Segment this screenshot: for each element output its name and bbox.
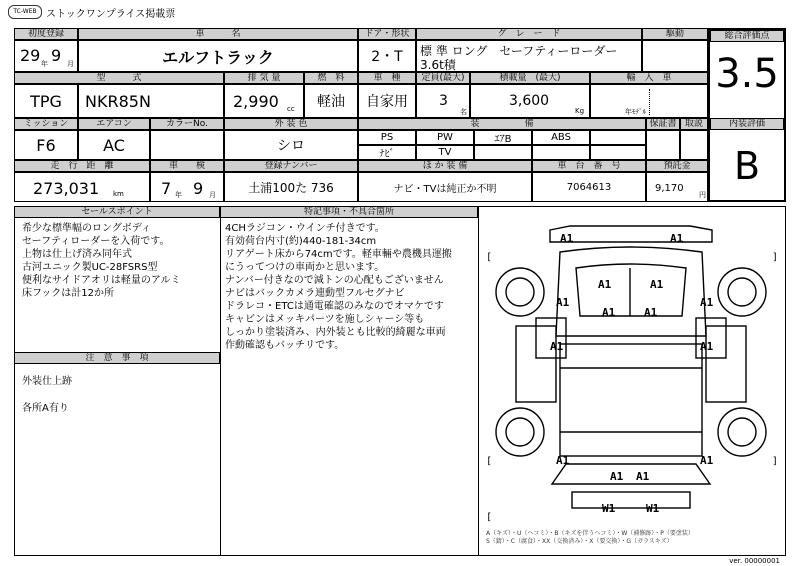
equip-blank-4 <box>590 145 646 160</box>
first-reg-year: 29 <box>20 46 41 65</box>
damage-mark: W1 <box>602 502 616 515</box>
special-note: 作動確認もバッチリです。 <box>225 340 345 351</box>
exterior-color-value: シロ <box>224 130 358 160</box>
front-bumper-outline <box>550 226 712 242</box>
cab-window-outline <box>576 264 686 316</box>
caution-item: 外装仕上跡 <box>22 376 72 387</box>
deposit-header: 預託金 <box>646 160 708 172</box>
logo: TC-WEB <box>8 5 42 19</box>
model-cell <box>78 84 224 118</box>
damage-mark: A1 <box>602 306 616 319</box>
other-equip-value: ナビ・TVは純正か不明 <box>358 172 532 202</box>
capacity-cell <box>416 84 470 118</box>
legend-line: S（錆）・C（腐食）・XX（交換済み）・X（要交換）・G（ガラスキズ） <box>486 538 673 545</box>
equip-blank-3 <box>532 145 590 160</box>
eval-interior-value: B <box>733 144 761 188</box>
front-right-wheel <box>718 268 766 316</box>
inspection-header: 車 検 <box>150 160 224 172</box>
equip-navi: ﾅﾋﾞ <box>358 145 416 160</box>
damage-mark: A1 <box>556 296 570 309</box>
model-value: NKR85N <box>85 92 151 111</box>
damage-mark: A1 <box>700 454 714 467</box>
deck-outline <box>560 344 702 456</box>
caution-item: 各所A有り <box>22 403 69 414</box>
color-no-header: カラーNo. <box>150 118 224 130</box>
eval-interior-header: 内装評価 <box>710 118 784 130</box>
load-header: 積載量 (最大) <box>470 72 590 84</box>
diagram-divider <box>478 206 479 556</box>
car-diagram <box>480 208 784 526</box>
inspection-cell <box>150 172 224 202</box>
diagram-bracket: [ <box>486 456 493 467</box>
car-type-value: 自家用 <box>358 84 416 118</box>
aircon-value: AC <box>78 130 150 160</box>
warranty-header: 保証書 <box>646 118 680 130</box>
special-note: にうってつけの車両かと思います。 <box>225 262 385 273</box>
mission-header: ミッション <box>14 118 78 130</box>
equip-pw: PW <box>416 130 474 145</box>
equipment-header: 装 備 <box>358 118 646 130</box>
damage-mark: A1 <box>610 470 624 483</box>
equip-blank-2 <box>474 145 532 160</box>
load-unit: Kg <box>575 107 585 115</box>
deposit-value: 9,170 <box>655 183 684 194</box>
import-header: 輸 入 車 <box>590 72 708 84</box>
displacement-value: 2,990 <box>233 92 279 111</box>
grade-line2: 3.6t積 <box>420 58 456 72</box>
aircon-header: エアコン <box>78 118 150 130</box>
inspection-year: 7 <box>161 179 172 198</box>
import-year-label: 年ﾓﾃﾞﾙ <box>625 108 646 116</box>
plate-header: 登録ナンバー <box>224 160 358 172</box>
sales-point: 希少な標準幅のロングボディ <box>22 223 151 234</box>
displacement-header: 排 気 量 <box>224 72 304 84</box>
inspection-month-unit: 月 <box>209 191 216 199</box>
sales-points-list <box>22 222 181 300</box>
damage-mark: A1 <box>700 296 714 309</box>
damage-mark: A1 <box>670 232 684 245</box>
equip-abs: ABS <box>532 130 590 145</box>
plate-value: 土浦100た 736 <box>224 172 358 202</box>
damage-mark: A1 <box>556 454 570 467</box>
mileage-header: 走 行 距 離 <box>14 160 150 172</box>
damage-mark: A1 <box>636 470 650 483</box>
special-note: キャビンはメッキパーツを施しシャーシ等も <box>225 314 425 325</box>
equip-blank-1 <box>590 130 646 145</box>
model-prefix-value: TPG <box>14 84 78 118</box>
damage-mark: A1 <box>560 232 574 245</box>
fuel-value: 軽油 <box>304 84 358 118</box>
rear-left-wheel <box>496 408 544 456</box>
diagram-bracket: ] <box>772 456 779 467</box>
model-header: 型 式 <box>14 72 224 84</box>
damage-mark: W1 <box>646 502 660 515</box>
car-name-header: 車 名 <box>78 28 358 40</box>
special-note: リアゲート床から74cmです。軽車輛や農機具運搬 <box>225 249 452 260</box>
special-note: 4CHラジコン・ウインチ付きです。 <box>225 223 385 234</box>
door-header: ドア・形状 <box>358 28 416 40</box>
first-reg-month-unit: 月 <box>67 60 74 68</box>
grade-cell <box>416 40 642 72</box>
deposit-unit: 円 <box>699 191 706 199</box>
grade-line1: 標 準 ロング セーフティーローダー <box>420 44 618 58</box>
equip-tv: TV <box>416 145 474 160</box>
frame-no-header: 車 台 番 号 <box>532 160 646 172</box>
eval-total-header: 総合評価点 <box>710 30 784 42</box>
legend-line: A（キズ）・U（ヘコミ）・B（キズを伴うヘコミ）・W（補修跡）・P（要塗装） <box>486 530 694 537</box>
inspection-year-unit: 年 <box>175 191 182 199</box>
exterior-header: 外 装 色 <box>224 118 358 130</box>
manual-header: 取説 <box>680 118 708 130</box>
special-note: ナビはバックカメラ連動型フルセグナビ <box>225 288 405 299</box>
damage-mark: A1 <box>700 340 714 353</box>
capacity-unit: 名 <box>460 108 467 116</box>
first-reg-header: 初度登録 <box>14 28 78 40</box>
sales-divider <box>220 206 221 556</box>
door-shape-value: 2・T <box>358 40 416 72</box>
displacement-unit: cc <box>287 105 295 113</box>
diagram-bracket: [ <box>486 252 493 263</box>
caution-header: 注 意 事 項 <box>14 352 220 364</box>
import-divider <box>649 89 650 115</box>
grade-header: グ レ ー ド <box>416 28 642 40</box>
car-name-value: エルフトラック <box>78 40 358 72</box>
mileage-cell <box>14 172 150 202</box>
rear-right-wheel <box>718 408 766 456</box>
capacity-header: 定員(最大) <box>416 72 470 84</box>
displacement-cell <box>224 84 304 118</box>
equip-airbag: ｴｱB <box>474 130 532 145</box>
import-cell <box>590 84 708 118</box>
special-note: しっかり塗装済み、内外装とも比較的綺麗な車両 <box>225 327 446 338</box>
manual-cell <box>680 130 708 160</box>
special-header: 特記事項・不具合箇所 <box>220 206 478 218</box>
frame-no-value: 7064613 <box>532 172 646 202</box>
sales-point: 古河ユニック製UC-28FSRS型 <box>22 262 158 273</box>
inspection-month: 9 <box>193 179 204 198</box>
equip-ps: PS <box>358 130 416 145</box>
sales-point-header: セールスポイント <box>14 206 220 218</box>
special-note: 有効荷台内寸(約)440-181-34cm <box>225 236 377 247</box>
damage-mark: A1 <box>550 340 564 353</box>
cautions-list <box>22 375 72 415</box>
version-label: ver. 00000001 <box>729 557 780 565</box>
sales-point: 便利なサイドアオリは軽量のアルミ <box>22 275 181 286</box>
damage-mark: A1 <box>644 306 658 319</box>
warranty-cell <box>646 130 680 160</box>
page-title: ストックワンプライス掲載票 <box>46 9 176 20</box>
color-no-value <box>150 130 224 160</box>
special-note: ナンバー付きなので減トンの心配もございません <box>225 275 444 286</box>
capacity-value: 3 <box>439 93 448 109</box>
mileage-value: 273,031 <box>33 179 100 198</box>
damage-mark: A1 <box>650 278 664 291</box>
load-cell <box>470 84 590 118</box>
diagram-bracket: [ <box>486 512 493 523</box>
first-reg-cell <box>14 40 78 72</box>
car-type-header: 車 種 <box>358 72 416 84</box>
special-note: ドラレコ・ETCは通電確認のみなのでオマケです <box>225 301 444 312</box>
rear-panel-outline <box>572 492 690 508</box>
mileage-unit: km <box>113 190 124 198</box>
eval-total-value: 3.5 <box>715 51 779 97</box>
sales-point: 床フックは計12か所 <box>22 288 115 299</box>
deposit-cell <box>646 172 708 202</box>
mission-value: F6 <box>14 130 78 160</box>
rear-bumper-outline <box>552 464 710 484</box>
sales-point: 上物は仕上げ済み同年式 <box>22 249 132 260</box>
load-value: 3,600 <box>509 93 550 109</box>
drive-cell <box>642 40 708 72</box>
fuel-header: 燃 料 <box>304 72 358 84</box>
sales-point: セーフティローダーを入荷です。 <box>22 236 170 247</box>
diagram-bracket: ] <box>772 252 779 263</box>
drive-header: 駆動 <box>642 28 708 40</box>
other-equip-header: ほ か 装 備 <box>358 160 532 172</box>
diagram-legend <box>486 530 694 546</box>
first-reg-month: 9 <box>51 46 62 65</box>
special-notes-list <box>225 222 477 352</box>
first-reg-year-unit: 年 <box>41 60 48 68</box>
damage-mark: A1 <box>598 278 612 291</box>
front-left-wheel <box>496 268 544 316</box>
